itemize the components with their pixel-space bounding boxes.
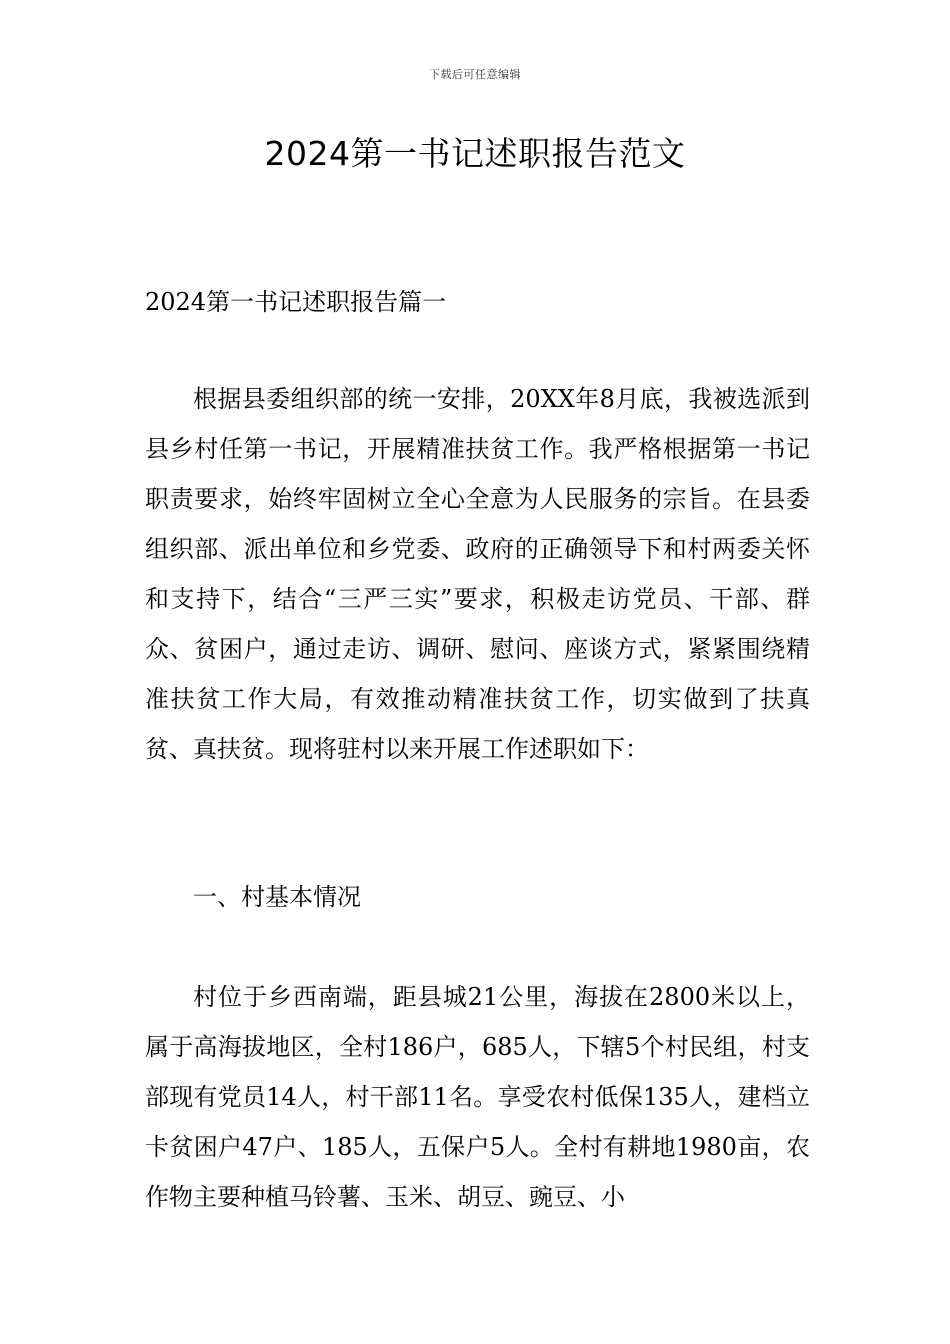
body-paragraph-1: 根据县委组织部的统一安排，20XX年8月底，我被选派到县乡村任第一书记，开展精准扶贫工作。我严格根据第一书记职责要求，始终牢固树立全心全意为人民服务的宗旨。在县委组织部、派出单位和乡党委、政府的正确领导下和村两委关怀和支持下，结合“三严三实”要求，积极走访党员、干部、群众、贫困户，通过走访、调研、慰问、座谈方式，紧紧围绕精准扶贫工作大局，有效推动精准扶贫工作，切实做到了扶真贫、真扶贫。现将驻村以来开展工作述职如下： — [145, 385, 810, 763]
body-paragraph-2: 村位于乡西南端，距县城21公里，海拔在2800米以上，属于高海拔地区，全村186户，685人，下辖5个村民组，村支部现有党员14人，村干部11名。享受农村低保135人，建档立卡贫困户47户、185人，五保户5人。全村有耕地1980亩，农作物主要种植马铃薯、玉米、胡豆、豌豆、小 — [145, 983, 810, 1211]
section-heading: 2024第一书记述职报告篇一 — [145, 288, 447, 316]
header-note: 下载后可任意编辑 — [429, 68, 521, 81]
document-title: 2024第一书记述职报告范文 — [264, 134, 686, 173]
subheading-village-info: 一、村基本情况 — [193, 883, 361, 911]
